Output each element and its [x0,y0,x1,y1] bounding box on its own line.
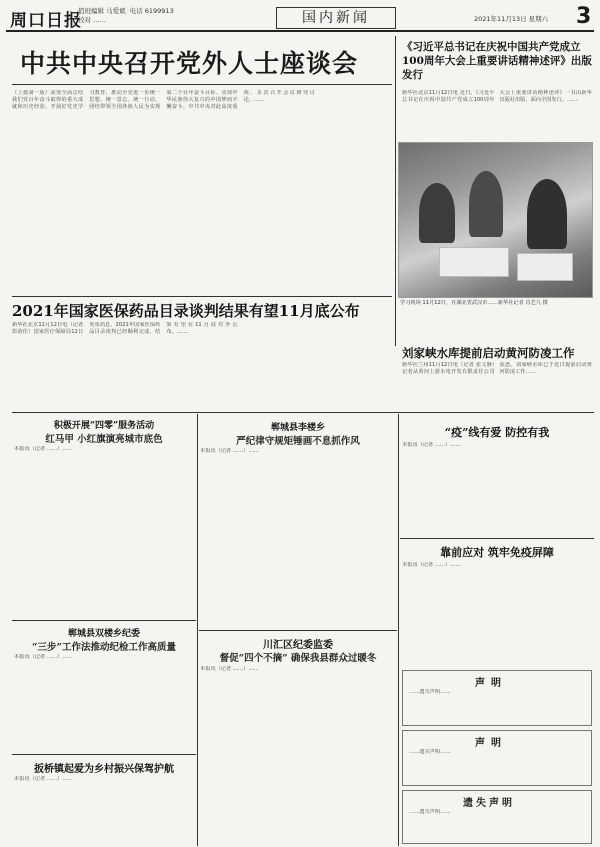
dateline: 2021年11月13日 星期六 [474,15,549,23]
notice-body: ……遗失声明…… [409,689,451,695]
editor-contacts: 值班编辑 马爱斌 电话 6199913 校对 …… [78,7,174,24]
column-d-body: 本报讯（记者 ……）…… [14,654,73,660]
column-a-subheadline: 红马甲 小红旗演亮城市底色 [45,434,163,445]
column-f-headline: 靠前应对 筑牢免疫屏障 [440,546,554,559]
divider [197,414,198,846]
person-figure [527,179,567,249]
drug-body: 新华社北京11月12日电（记者 彭韵佳）国家医疗保障局12日发布消息，2021年国家医保药品目录谈判已经顺利完成，结果有望在11月底对外公布。…… [12,322,238,336]
notice-box [402,790,592,844]
divider [199,630,397,631]
column-g-body: 本报讯（记者 ……）…… [14,776,73,782]
divider [398,414,399,846]
newspaper-logo: 周口日报 [10,11,82,31]
notice-body: ……遗失声明…… [409,809,451,815]
column-b-body: 本报讯（记者 ……）…… [200,448,259,454]
column-c-body: 本报讯（记者 ……）…… [402,442,461,448]
photo-caption: 学习现场 11月12日，在湖北省武汉市……新华社记者 肖艺九 摄 [400,300,548,306]
divider [12,296,392,297]
person-figure [419,183,455,243]
section-label: 国内新闻 [276,7,396,29]
column-f-body: 本报讯（记者 ……）…… [402,562,461,568]
page-number: 3 [576,4,592,29]
lead-body: （上接第一版）需要全面总结我们党百年奋斗取得的重大成就和历史经验，开展好党史学习教育，推动全党进一步统一思想、统一意志、统一行动，团结带领全国各族人民为实现第二个百年奋斗目标、实现中华民族伟大复兴的中国梦而不懈奋斗。中共中央对此高度重视，多次召开会议研究讨论。…… [12,90,315,111]
column-d-subheadline: “三步”工作法推动纪检工作高质量 [32,642,176,653]
notice-title: 遗失声明 [463,798,515,809]
column-b-headline: 郸城县李楼乡 [270,423,325,433]
column-a-body: 本报讯（记者 ……）…… [14,446,73,452]
masthead [6,4,594,32]
liujiaxia-body: 新华社兰州11月12日电（记者 张文静）记者从黄河上游水电开发有限责任公司获悉，刘家峡水库已于近日提前启动黄河防凌工作…… [402,362,592,376]
divider [12,754,196,755]
column-c-headline: “疫”线有爱 防控有我 [444,426,550,439]
person-figure [469,171,503,237]
book-body: 新华社北京11月12日电 近日，《习近平总书记在庆祝中国共产党成立100周年大会上重要讲话精神述评》一书由新华出版社出版，面向全国发行。…… [402,90,592,104]
drug-headline: 2021年国家医保药品目录谈判结果有望11月底公布 [12,302,360,320]
book-prop [439,247,509,277]
book-headline: 《习近平总书记在庆祝中国共产党成立100周年大会上重要讲话精神述评》出版发行 [402,41,592,81]
column-e-subheadline: 督促“四个不摘” 确保我县群众过暖冬 [219,653,377,664]
notice-box [402,730,592,786]
column-b-subheadline: 严纪律守规矩锤画不息抓作风 [236,436,360,447]
news-photo [398,142,593,298]
notice-title: 声明 [475,678,507,689]
lead-headline: 中共中央召开党外人士座谈会 [20,49,359,78]
divider [12,620,196,621]
divider [12,84,392,85]
divider [12,412,594,413]
column-g-headline: 扳桥镇起爱为乡村振兴保驾护航 [34,764,174,775]
column-a-headline: 积极开展“四零”服务活动 [53,421,155,431]
column-e-headline: 川汇区纪委监委 [263,640,333,651]
notice-title: 声明 [475,738,507,749]
notice-box [402,670,592,726]
column-e-body: 本报讯（记者 ……）…… [200,666,259,672]
column-d-headline: 郸城县双楼乡纪委 [67,629,140,639]
notice-body: ……遗失声明…… [409,749,451,755]
divider [400,538,594,539]
liujiaxia-headline: 刘家峡水库提前启动黄河防凌工作 [402,346,575,360]
book-prop [517,253,573,281]
